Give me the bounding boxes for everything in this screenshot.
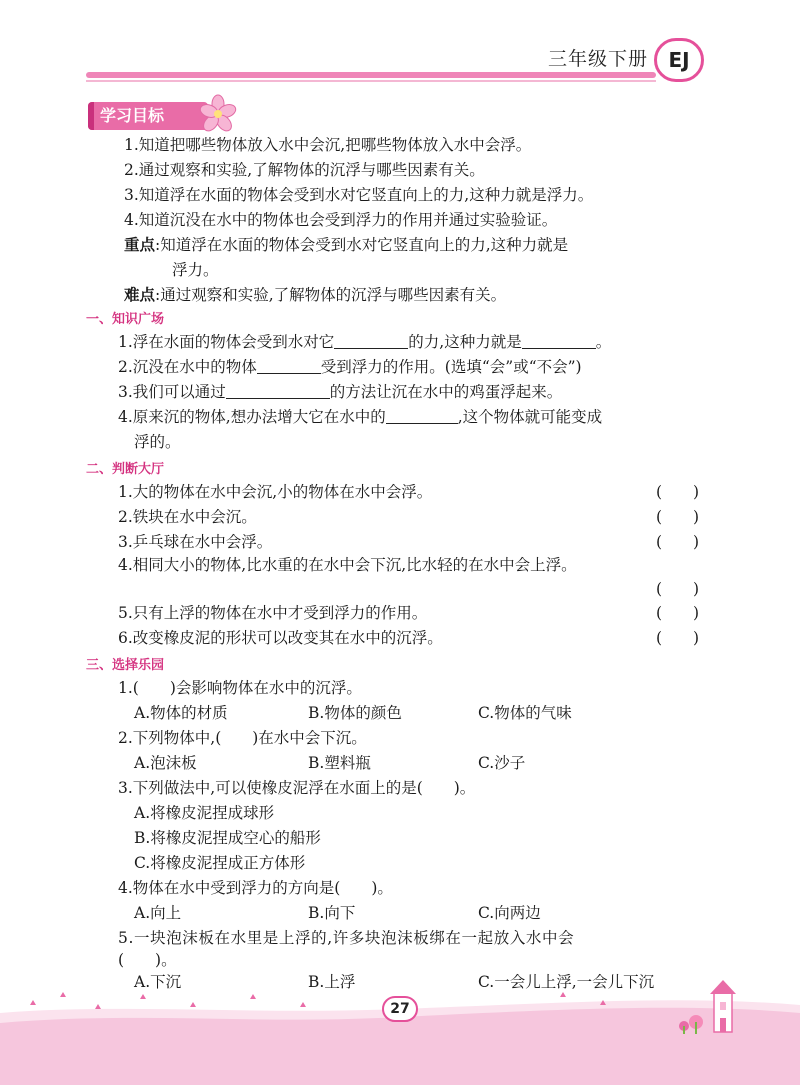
goals-tag [88,102,208,130]
fill-question-2 [118,355,582,379]
judge-item-4: 4.相同大小的物体,比水重的在水中会下沉,比水轻的在水中会上浮。 [118,556,577,574]
q3-text-a: 3.我们可以通过 [118,383,226,401]
choice-option[interactable]: A.物体的材质 [134,704,228,722]
choice-question-1: 1.( )会影响物体在水中的沉浮。 [118,679,362,697]
q4-text-a: 4.原来沉的物体,想办法增大它在水中的 [118,408,386,426]
answer-paren[interactable]: ( ) [656,533,700,551]
q2-text-b: 受到浮力的作用。(选填“会”或“不会”) [320,358,582,376]
answer-paren[interactable]: ( ) [656,580,700,598]
q1-text-b: 的力,这种力就是 [408,333,522,351]
choice-option[interactable]: B.物体的颜色 [308,704,402,722]
section-3-title: 三、选择乐园 [86,658,165,673]
answer-paren[interactable]: ( ) [656,508,700,526]
flower-icon [198,94,238,134]
answer-blank[interactable] [257,357,321,374]
edition-badge: EJ [654,38,704,82]
judge-item-5: 5.只有上浮的物体在水中才受到浮力的作用。 [118,604,428,622]
choice-option[interactable]: C.向两边 [478,904,541,922]
section-2-title: 二、判断大厅 [86,462,165,477]
answer-paren[interactable]: ( ) [656,483,700,501]
goals-title: 学习目标 [100,106,165,125]
castle-icon [676,978,756,1038]
key-text-cont: 浮力。 [172,261,219,279]
q4-text-b: ,这个物体就可能变成 [457,408,603,426]
goal-item-3: 3.知道浮在水面的物体会受到水对它竖直向上的力,这种力就是浮力。 [124,186,594,204]
choice-option[interactable]: A.下沉 [134,973,182,991]
q2-text-a: 2.沉没在水中的物体 [118,358,257,376]
key-text: :知道浮在水面的物体会受到水对它竖直向上的力,这种力就是 [155,236,569,254]
answer-blank[interactable] [226,382,330,399]
judge-item-1: 1.大的物体在水中会沉,小的物体在水中会浮。 [118,483,433,501]
choice-option[interactable]: A.将橡皮泥捏成球形 [134,804,275,822]
choice-option[interactable]: A.向上 [134,904,182,922]
judge-item-3: 3.乒乓球在水中会浮。 [118,533,273,551]
fill-question-4 [118,405,602,429]
choice-option[interactable]: C.物体的气味 [478,704,572,722]
choice-option[interactable]: C.沙子 [478,754,526,772]
choice-option[interactable]: B.塑料瓶 [308,754,371,772]
fill-question-3 [118,380,562,404]
answer-blank[interactable] [334,332,408,349]
key-label: 重点 [124,236,156,254]
goal-item-4: 4.知道沉没在水中的物体也会受到浮力的作用并通过实验验证。 [124,211,558,229]
header-rule [86,72,656,78]
choice-question-5: 5.一块泡沫板在水里是上浮的,许多块泡沫板绑在一起放入水中会 [118,929,575,947]
fill-question-1 [118,330,611,354]
answer-paren[interactable]: ( ) [656,604,700,622]
choice-question-5-cont: ( )。 [118,951,177,969]
answer-blank[interactable] [386,407,458,424]
choice-option[interactable]: C.一会儿上浮,一会儿下沉 [478,973,655,991]
answer-paren[interactable]: ( ) [656,629,700,647]
q1-text-c: 。 [595,333,612,351]
q1-text-a: 1.浮在水面的物体会受到水对它 [118,333,335,351]
choice-question-3: 3.下列做法中,可以使橡皮泥浮在水面上的是( )。 [118,779,476,797]
q3-text-b: 的方法让沉在水中的鸡蛋浮起来。 [329,383,563,401]
answer-blank[interactable] [522,332,596,349]
choice-option[interactable]: C.将橡皮泥捏成正方体形 [134,854,306,872]
fill-question-4-cont: 浮的。 [134,433,181,451]
choice-question-2: 2.下列物体中,( )在水中会下沉。 [118,729,367,747]
difficult-point [124,283,506,307]
grade-label: 三年级下册 [548,48,649,70]
choice-option[interactable]: B.向下 [308,904,356,922]
key-point [124,233,568,257]
diff-text: :通过观察和实验,了解物体的沉浮与哪些因素有关。 [155,286,507,304]
goals-tag-bar [88,102,94,130]
section-1-title: 一、知识广场 [86,312,165,327]
diff-label: 难点 [124,286,156,304]
judge-item-2: 2.铁块在水中会沉。 [118,508,257,526]
choice-option[interactable]: B.上浮 [308,973,356,991]
page-number: 27 [382,996,418,1022]
goal-item-2: 2.通过观察和实验,了解物体的沉浮与哪些因素有关。 [124,161,485,179]
goal-item-1: 1.知道把哪些物体放入水中会沉,把哪些物体放入水中会浮。 [124,136,532,154]
choice-option[interactable]: A.泡沫板 [134,754,197,772]
choice-question-4: 4.物体在水中受到浮力的方向是( )。 [118,879,393,897]
header-rule-thin [86,80,656,82]
choice-option[interactable]: B.将橡皮泥捏成空心的船形 [134,829,321,847]
judge-item-6: 6.改变橡皮泥的形状可以改变其在水中的沉浮。 [118,629,443,647]
